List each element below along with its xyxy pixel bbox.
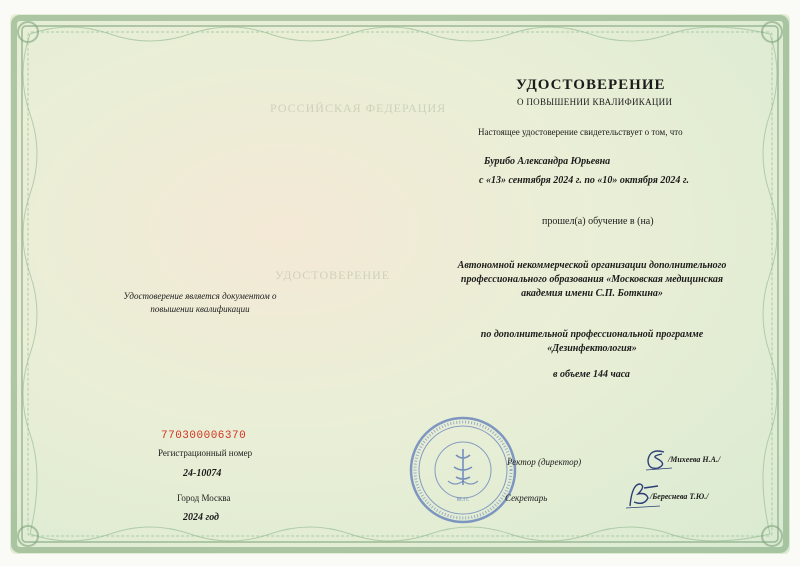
issue-year: 2024 год	[183, 512, 220, 523]
issue-city: Город Москва	[177, 493, 231, 503]
document-note: Удостоверение является документом о повышении квалификации	[123, 291, 277, 314]
holder-name: Бурибо Александра Юрьевна	[484, 156, 611, 167]
rector-label: Ректор (директор)	[507, 457, 582, 467]
program-name: по дополнительной профессиональной программе «Дезинфектология»	[480, 329, 704, 354]
training-period: с «13» сентября 2024 г. по «10» октября 2024 г.	[479, 175, 689, 186]
background-watermark-text: РОССИЙСКАЯ ФЕДЕРАЦИЯ	[270, 101, 447, 115]
training-volume: в объеме 144 часа	[553, 369, 630, 380]
certificate-title: УДОСТОВЕРЕНИЕ	[516, 77, 666, 93]
serial-number: 770300006370	[161, 430, 247, 442]
background-watermark-title: УДОСТОВЕРЕНИЕ	[275, 268, 391, 282]
official-seal	[408, 415, 518, 525]
secretary-name: /Береснева Т.Ю./	[650, 492, 709, 501]
certificate-intro: Настоящее удостоверение свидетельствует о том, что	[478, 127, 683, 137]
certificate-subtitle: О ПОВЫШЕНИИ КВАЛИФИКАЦИИ	[517, 97, 673, 107]
secretary-label: Секретарь	[505, 493, 548, 503]
registration-label: Регистрационный номер	[158, 448, 253, 458]
registration-number: 24-10074	[183, 468, 222, 479]
seal-center-text: М.П.	[456, 497, 470, 503]
trained-statement: прошел(а) обучение в (на)	[542, 216, 654, 227]
rector-name: /Михеева Н.А./	[668, 455, 721, 464]
organization-name: Автономной некоммерческой организации дополнительного профессионального образования «Московская медицинская академия имени С.П. Боткина»	[457, 260, 727, 299]
